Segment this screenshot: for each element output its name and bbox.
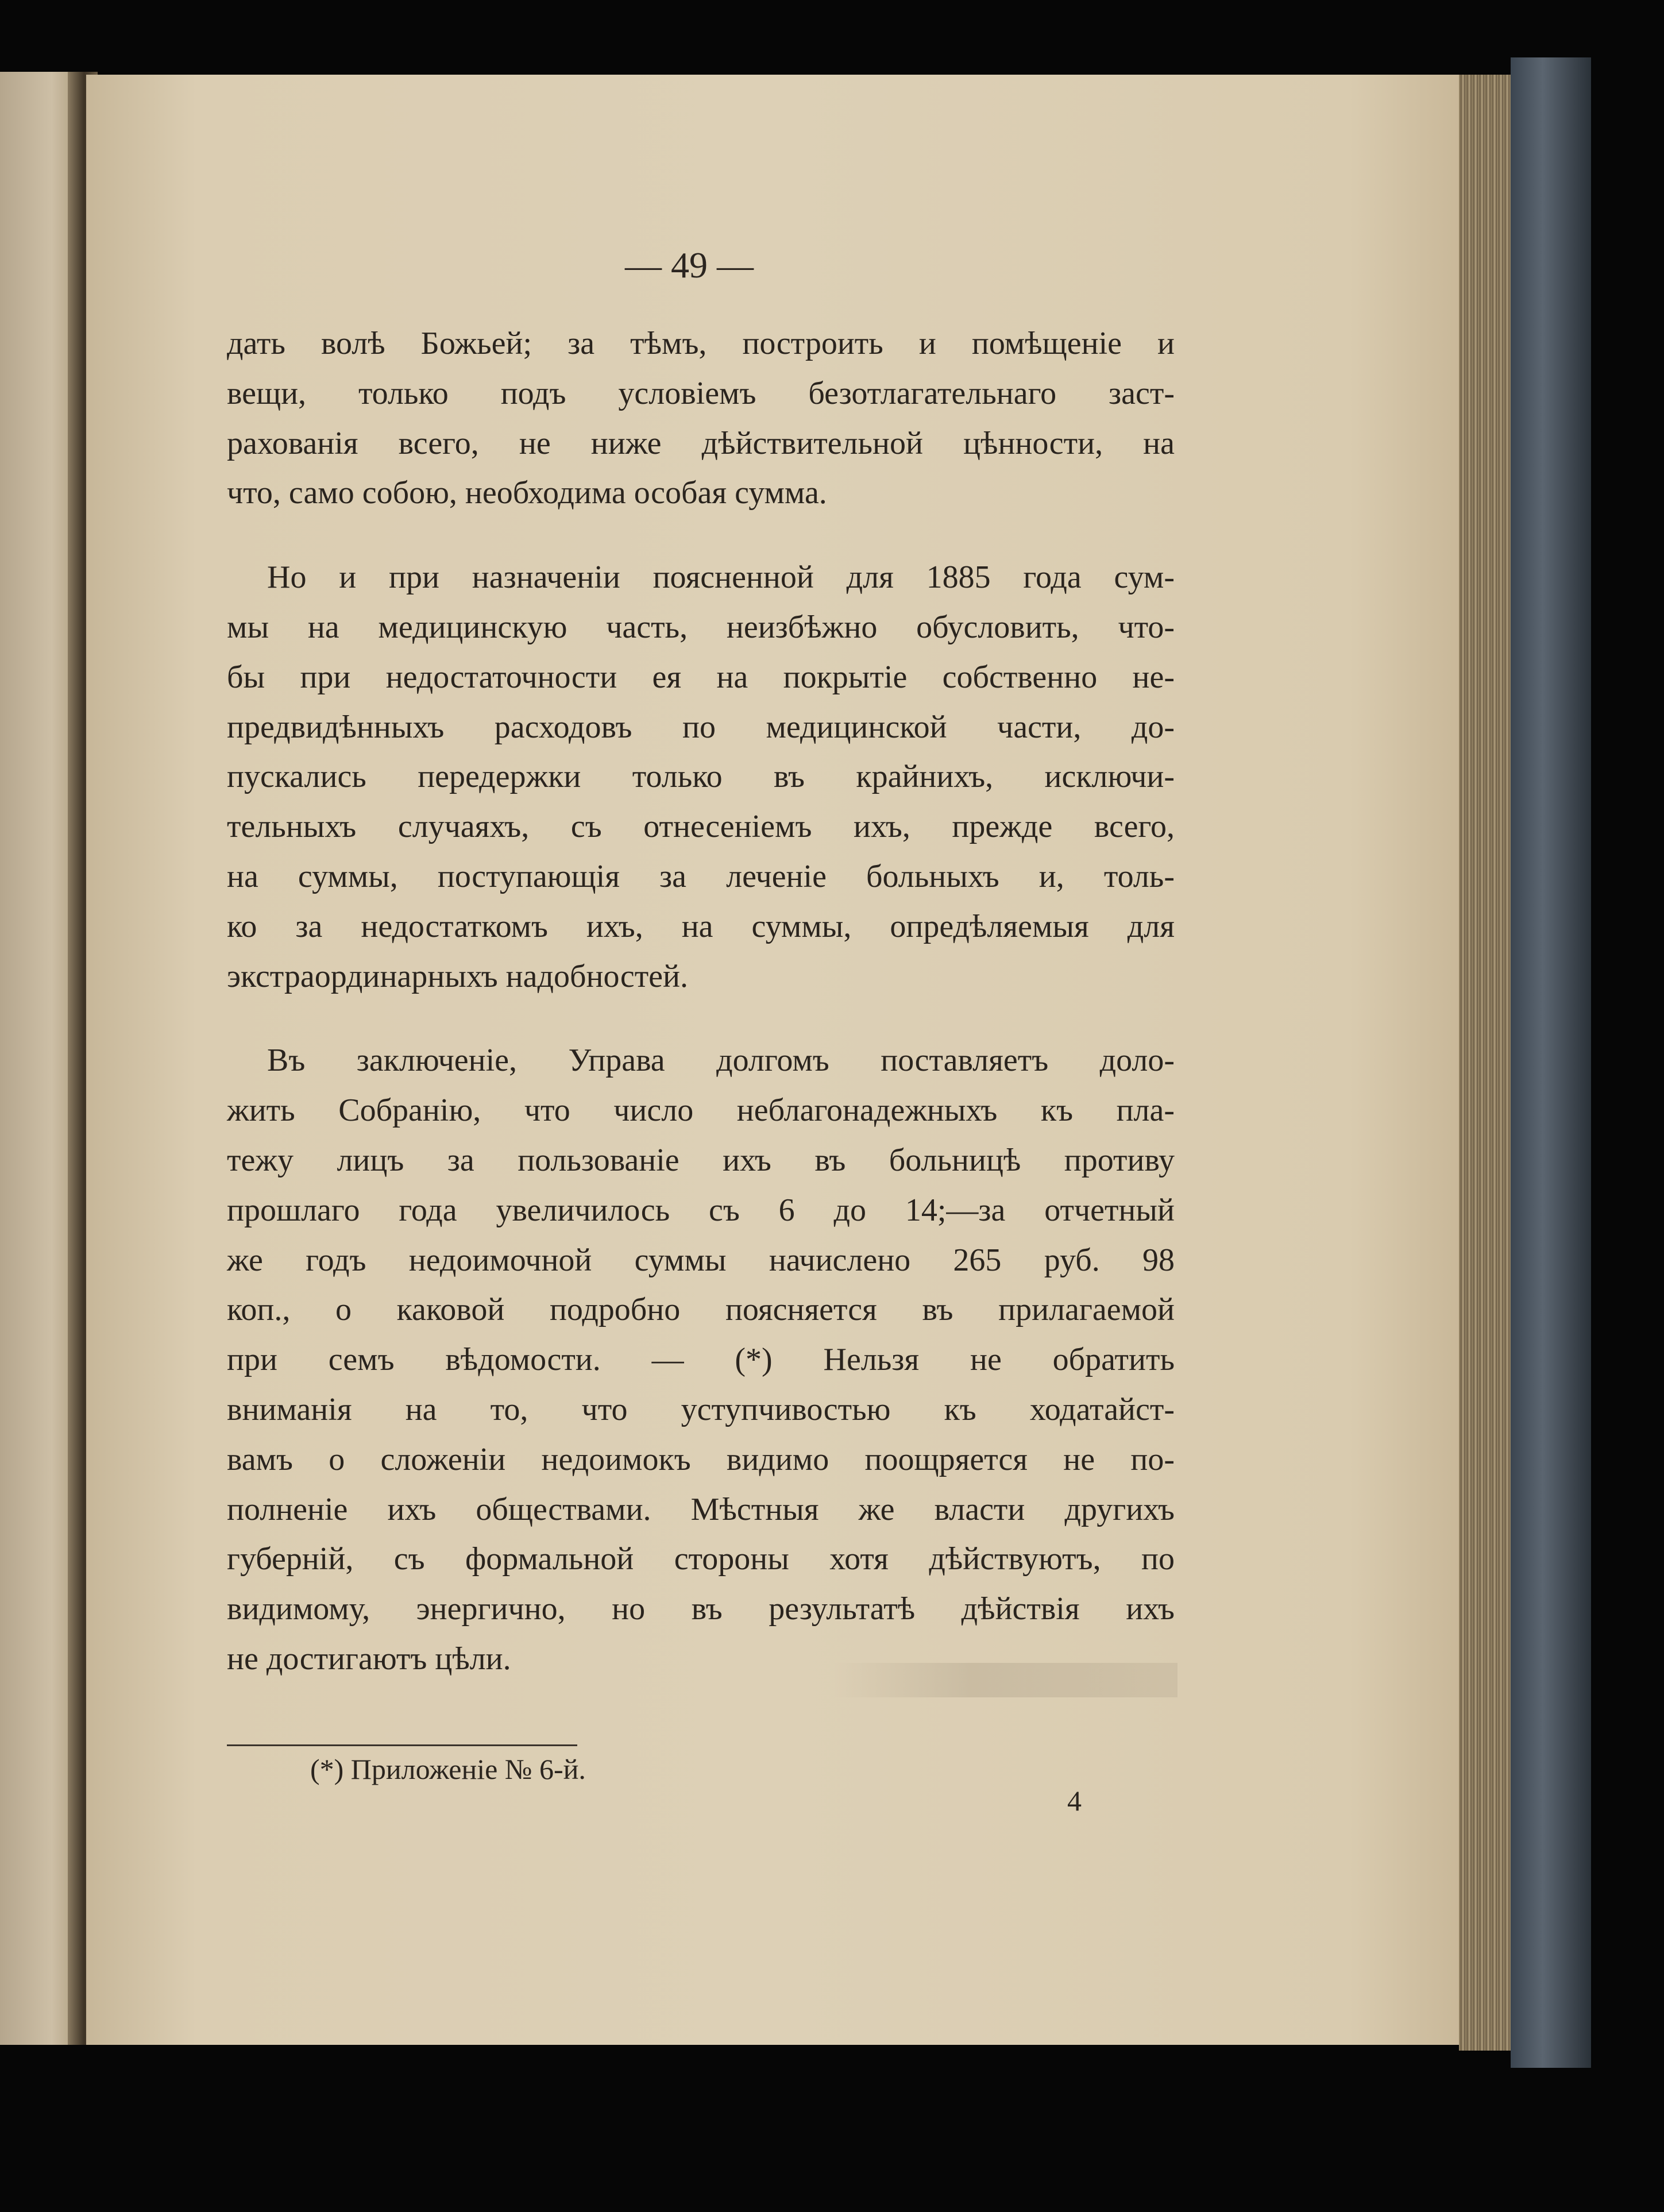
footnote-rule xyxy=(227,1744,577,1746)
text-line: вещи, только подъ условіемъ безотлагательнаго заст- xyxy=(227,375,1175,411)
text-line: вамъ о сложеніи недоимокъ видимо поощряется не по- xyxy=(227,1441,1175,1477)
text-line: ко за недостаткомъ ихъ, на суммы, опредѣляемыя для xyxy=(227,908,1175,944)
page-number: — 49 — xyxy=(625,245,754,285)
paragraph xyxy=(227,553,1175,1001)
book-cover-edge xyxy=(1511,57,1591,2068)
text-line: не достигаютъ цѣли. xyxy=(227,1640,511,1677)
text-line: жить Собранію, что число неблагонадежныхъ къ пла- xyxy=(227,1093,1175,1129)
text-line: экстраординарныхъ надобностей. xyxy=(227,958,689,994)
text-line: мы на медицинскую часть, неизбѣжно обусловить, что- xyxy=(227,609,1175,645)
signature-mark: 4 xyxy=(1067,1785,1082,1817)
text-line: тельныхъ случаяхъ, съ отнесеніемъ ихъ, прежде всего, xyxy=(227,809,1175,845)
text-line: при семъ вѣдомости. — (*) Нельзя не обратить xyxy=(227,1342,1175,1378)
footnote: (*) Приложеніе № 6-й. xyxy=(310,1753,586,1785)
text-line: же годъ недоимочной суммы начислено 265 руб. 98 xyxy=(227,1242,1175,1278)
text-line: пускались передержки только въ крайнихъ, исключи- xyxy=(227,759,1175,795)
text-line: губерній, съ формальной стороны хотя дѣйствуютъ, по xyxy=(227,1541,1175,1577)
text-line: предвидѣнныхъ расходовъ по медицинской части, до- xyxy=(227,709,1175,745)
page-block-edges xyxy=(1459,75,1511,2051)
text-line: видимому, энергично, но въ результатѣ дѣйствія ихъ xyxy=(227,1591,1175,1627)
text-line: что, само собою, необходима особая сумма. xyxy=(227,475,827,511)
text-line: на суммы, поступающія за леченіе больныхъ и, толь- xyxy=(227,858,1175,894)
text-line: бы при недостаточности ея на покрытіе собственно не- xyxy=(227,659,1175,695)
body-text xyxy=(227,319,1175,1684)
paragraph xyxy=(227,1036,1175,1684)
text-line: тежу лицъ за пользованіе ихъ въ больницѣ противу xyxy=(227,1142,1175,1178)
text-line: коп., о каковой подробно поясняется въ прилагаемой xyxy=(227,1292,1175,1328)
text-line: Но и при назначеніи поясненной для 1885 года сум- xyxy=(267,559,1175,596)
text-line: прошлаго года увеличилось съ 6 до 14;—за отчетный xyxy=(227,1192,1175,1228)
text-line: полненіе ихъ обществами. Мѣстныя же власти другихъ xyxy=(227,1491,1175,1527)
text-line: рахованія всего, не ниже дѣйствительной цѣнности, на xyxy=(227,425,1175,461)
text-line: Въ заключеніе, Управа долгомъ поставляетъ доло- xyxy=(267,1043,1175,1079)
text-line: дать волѣ Божьей; за тѣмъ, построить и помѣщеніе и xyxy=(227,326,1175,361)
paragraph xyxy=(227,319,1175,518)
text-line: вниманія на то, что уступчивостью къ ходатайст- xyxy=(227,1391,1175,1427)
